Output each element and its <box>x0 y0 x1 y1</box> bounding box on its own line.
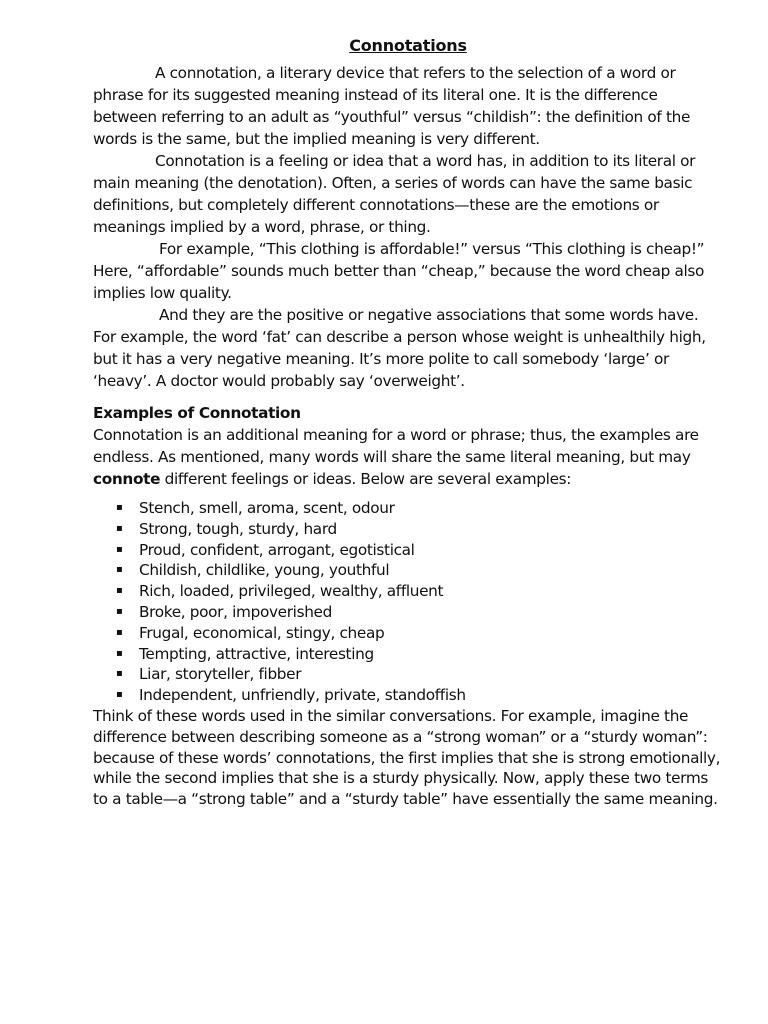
bullet-icon: ▪ <box>116 626 123 638</box>
list-item-text: Tempting, attractive, interesting <box>139 644 374 663</box>
list-item-text: Stench, smell, aroma, scent, odour <box>139 499 395 517</box>
list-item-text: Independent, unfriendly, private, standoffish <box>139 686 466 705</box>
examples-intro-bold-word: connote <box>93 470 161 488</box>
examples-intro-text-start: Connotation is an additional meaning for a word or phrase; thus, the examples are endless. As mentioned, many words will share the same literal meaning, but may <box>93 426 699 466</box>
paragraph-clothing-example: For example, “This clothing is affordable!” versus “This clothing is cheap!” Here, “affordable” sounds much better than “cheap,” because the word cheap also implies low quality. <box>93 240 705 302</box>
paragraph-definition: A connotation, a literary device that refers to the selection of a word or phrase for its suggested meaning instead of its literal one. It is the difference between referring to an adult as “youthful” versus “childish”: the definition of the words is the same, but the implied meaning is very different. <box>93 64 691 148</box>
list-item <box>116 519 723 540</box>
document-page <box>93 34 723 810</box>
list-item-text: Childish, childlike, young, youthful <box>139 561 390 580</box>
list-item-text: Frugal, economical, stingy, cheap <box>139 623 385 642</box>
examples-intro <box>93 424 723 490</box>
list-item <box>116 560 723 581</box>
bullet-icon: ▪ <box>116 564 123 576</box>
bullet-icon: ▪ <box>116 647 123 659</box>
paragraph-feeling-idea: Connotation is a feeling or idea that a word has, in addition to its literal or main meaning (the denotation). Often, a series of words can have the same basic definitions, but completely different connotations—these are the emotions or meanings implied by a word, phrase, or thing. <box>93 152 696 236</box>
bullet-icon: ▪ <box>116 543 123 555</box>
list-item <box>116 602 723 623</box>
closing-paragraph: Think of these words used in the similar conversations. For example, imagine the difference between describing someone as a “strong woman” or a “sturdy woman”: because of these words’ connotations, the first implies that she is strong emotionally, while the second implies that she is a sturdy physically. Now, apply these two terms to a table—a “strong table” and a “sturdy table” have essentially the same meaning. <box>93 706 721 809</box>
bullet-icon: ▪ <box>116 585 123 597</box>
list-item-text: Broke, poor, impoverished <box>139 602 332 621</box>
list-item <box>116 664 723 685</box>
list-item <box>116 644 723 665</box>
list-item <box>116 540 723 561</box>
bullet-icon: ▪ <box>116 522 123 534</box>
list-item-text: Proud, confident, arrogant, egotistical <box>139 540 415 559</box>
bullet-icon: ▪ <box>116 668 123 680</box>
paragraph-associations: And they are the positive or negative associations that some words have. For example, the word ‘fat’ can describe a person whose weight is unhealthily high, but it has a very negative meaning. It’s more polite to call somebody ‘large’ or ‘heavy’. A doctor would probably say ‘overweight’. <box>93 306 706 390</box>
list-item <box>116 685 723 706</box>
bullet-icon: ▪ <box>116 605 123 617</box>
examples-heading: Examples of Connotation <box>93 404 301 422</box>
list-item-text: Liar, storyteller, fibber <box>139 665 302 684</box>
list-item-text: Rich, loaded, privileged, wealthy, affluent <box>139 582 444 601</box>
list-item <box>116 623 723 644</box>
examples-list <box>93 498 723 706</box>
bullet-icon: ▪ <box>116 502 123 513</box>
bullet-icon: ▪ <box>116 689 123 701</box>
document-title: Connotations <box>349 36 467 55</box>
examples-intro-text-end: different feelings or ideas. Below are several examples: <box>160 470 572 488</box>
list-item-text: Strong, tough, sturdy, hard <box>139 519 337 538</box>
list-item <box>116 498 723 519</box>
list-item <box>116 581 723 602</box>
